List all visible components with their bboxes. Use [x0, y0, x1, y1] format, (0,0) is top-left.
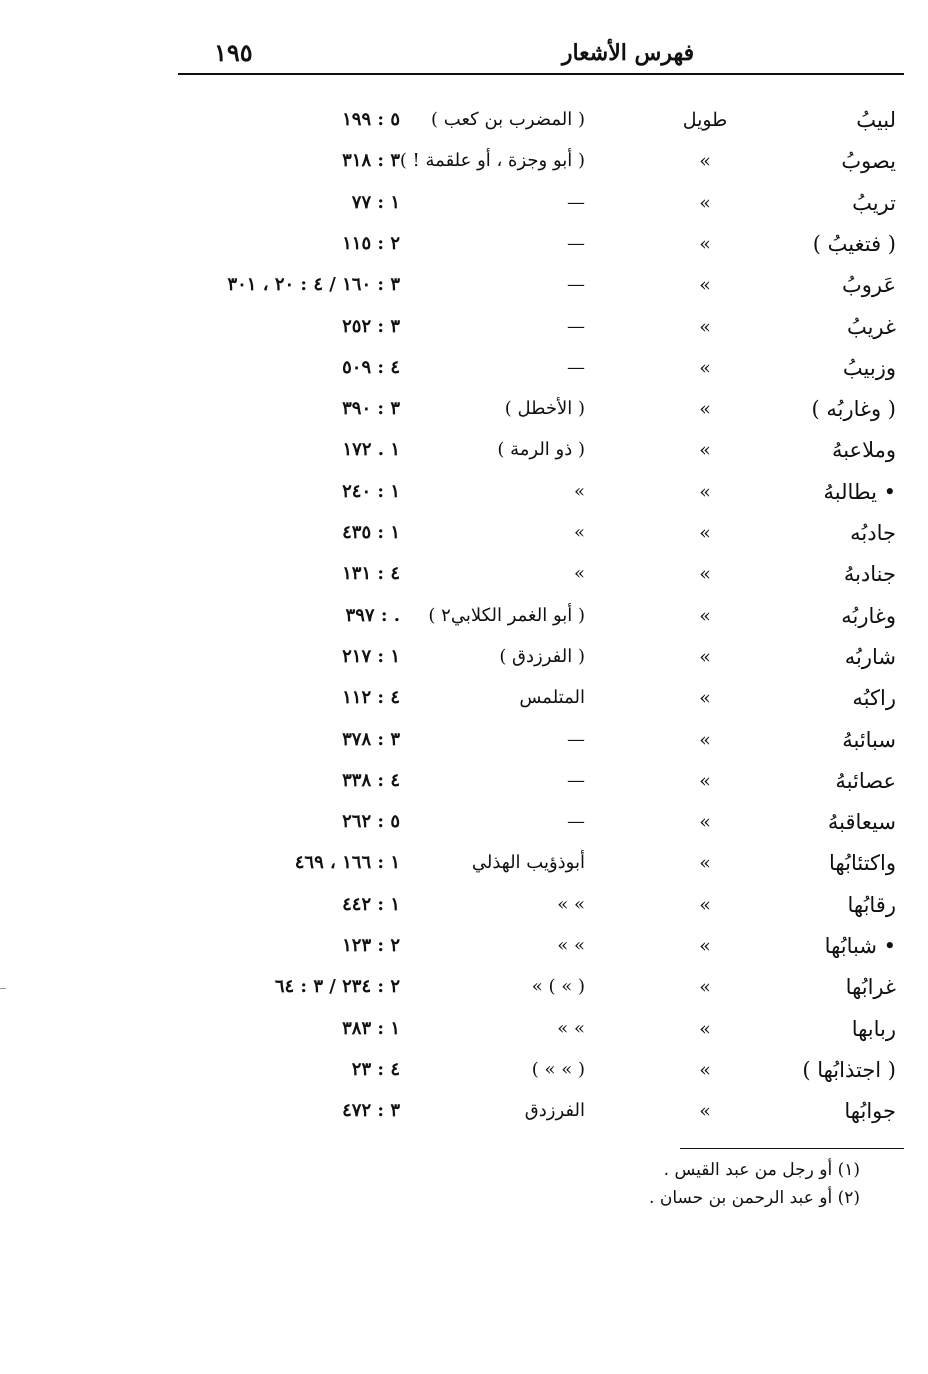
reference: ١ : ٣٨٣ [342, 1018, 400, 1039]
rhyme-word: ( اجتذابُها ) [802, 1058, 896, 1082]
rhyme-word: ربابها [851, 1017, 896, 1041]
poet: — [567, 357, 585, 378]
reference: ٤ : ٢٣ [351, 1059, 400, 1080]
rhyme-word: جنادبهُ [843, 562, 896, 586]
meter: » [699, 976, 711, 998]
table-row [0, 1052, 928, 1088]
table-row [0, 226, 928, 262]
rhyme-word: • يطالبهُ [823, 480, 896, 504]
table-row [0, 267, 928, 303]
table-row [0, 722, 928, 758]
poet: — [567, 729, 585, 750]
table-row [0, 515, 928, 551]
table-row [0, 763, 928, 799]
running-title: فهرس الأشعار [561, 40, 695, 66]
footnote-1: (١) أو رجل من عبد القيس . [663, 1160, 860, 1180]
reference: ٢ : ١١٥ [342, 233, 400, 254]
poet: — [567, 192, 585, 213]
rhyme-word: ( فتغيبُ ) [812, 232, 896, 256]
meter: » [699, 563, 711, 585]
poet: — [567, 274, 585, 295]
rhyme-word: ( وغاربُه ) [811, 397, 896, 421]
meter: » [699, 811, 711, 833]
margin-mark [0, 988, 6, 989]
rhyme-word: غريبُ [846, 315, 896, 339]
meter: » [699, 522, 711, 544]
poet: — [567, 316, 585, 337]
poet: ( ذو الرمة ) [497, 439, 585, 460]
poet: أبوذؤيب الهذلي [471, 852, 585, 873]
table-row [0, 1011, 928, 1047]
table-row [0, 969, 928, 1005]
meter: » [699, 646, 711, 668]
rhyme-word: عَروبُ [841, 273, 896, 297]
poet: ( الفرزدق ) [499, 646, 585, 667]
reference: ٢ : ١٢٣ [342, 935, 400, 956]
reference: ٤ : ٣٣٨ [342, 770, 400, 791]
footnote-rule [680, 1148, 904, 1149]
table-row [0, 804, 928, 840]
table-row [0, 845, 928, 881]
table-row [0, 391, 928, 427]
reference: ٣ : ٤٧٢ [342, 1100, 400, 1121]
reference: ١ : ١٦٦ ، ٤٦٩ [294, 852, 400, 873]
rhyme-word: سبائبهُ [842, 728, 896, 752]
reference: ٣ : ٣٩٠ [342, 398, 400, 419]
table-row [0, 598, 928, 634]
table-row [0, 556, 928, 592]
table-row [0, 350, 928, 386]
meter: » [699, 316, 711, 338]
table-row [0, 102, 928, 138]
poet: الفرزدق [524, 1100, 585, 1121]
reference: ٥ : ١٩٩ [342, 109, 400, 130]
rhyme-word: سيعاقبهُ [827, 810, 896, 834]
table-row [0, 432, 928, 468]
reference: ٤ : ١٣١ [342, 563, 400, 584]
poet: — [567, 770, 585, 791]
rhyme-word: غرابُها [845, 975, 896, 999]
rhyme-word: وزبيبُ [842, 356, 896, 380]
table-row [0, 185, 928, 221]
rhyme-word: لبيبُ [856, 108, 896, 132]
table-row [0, 474, 928, 510]
meter: » [699, 357, 711, 379]
reference: ١ : ٤٤٢ [342, 894, 400, 915]
reference: ٤ : ٥٠٩ [342, 357, 400, 378]
meter: » [699, 1100, 711, 1122]
footnotes [420, 1156, 860, 1212]
reference: ١ : ٧٧ [351, 192, 400, 213]
poet: المتلمس [519, 687, 585, 708]
meter: » [699, 481, 711, 503]
reference: ١ . ١٧٢ [342, 439, 400, 460]
rhyme-word: عصائبهُ [835, 769, 896, 793]
poet: » » [557, 1018, 585, 1039]
reference: ٢ : ٢٣٤ / ٣ : ٦٤ [274, 976, 400, 997]
poet: — [567, 811, 585, 832]
table-row [0, 680, 928, 716]
poet: » [573, 563, 585, 584]
poet: » [573, 522, 585, 543]
reference: ٣ : ١٦٠ / ٤ : ٢٠ ، ٣٠١ [227, 274, 400, 295]
rhyme-word: راكبُه [852, 686, 896, 710]
rhyme-word: وملاعبهُ [831, 438, 896, 462]
meter: » [699, 398, 711, 420]
reference: ١ : ٢٤٠ [342, 481, 400, 502]
reference: ٣ : ٢٥٢ [342, 316, 400, 337]
rhyme-word: يصوبُ [841, 149, 896, 173]
reference: . : ٣٩٧ [345, 605, 400, 626]
poet: » » [557, 894, 585, 915]
rhyme-word: شاربُه [844, 645, 896, 669]
table-row [0, 639, 928, 675]
table-row [0, 143, 928, 179]
meter: » [699, 192, 711, 214]
rhyme-word: • شبابُها [824, 934, 896, 958]
poet: ( أبو وجزة ، أو علقمة ! ) [399, 150, 585, 171]
poet: ( » » ) [531, 1059, 585, 1080]
meter: » [699, 150, 711, 172]
table-row [0, 928, 928, 964]
poet: ( المضرب بن كعب ) [431, 109, 585, 130]
footnote-2: (٢) أو عبد الرحمن بن حسان . [649, 1188, 860, 1208]
meter: » [699, 687, 711, 709]
meter: » [699, 1059, 711, 1081]
meter: » [699, 770, 711, 792]
meter: » [699, 605, 711, 627]
meter: » [699, 274, 711, 296]
poet: ( أبو الغمر الكلابي٢ ) [428, 605, 585, 626]
rhyme-word: تريبُ [852, 191, 896, 215]
reference: ٥ : ٢٦٢ [342, 811, 400, 832]
meter: » [699, 1018, 711, 1040]
table-row [0, 1093, 928, 1129]
meter: » [699, 729, 711, 751]
meter: » [699, 852, 711, 874]
meter: طويل [682, 109, 728, 131]
reference: ٣ : ٣١٨ [342, 150, 400, 171]
table-row [0, 309, 928, 345]
meter: » [699, 894, 711, 916]
reference: ٣ : ٣٧٨ [342, 729, 400, 750]
reference: ٤ : ١١٢ [342, 687, 400, 708]
table-row [0, 887, 928, 923]
rhyme-word: وغاربُه [841, 604, 896, 628]
page-header [178, 38, 904, 74]
reference: ١ : ٢١٧ [342, 646, 400, 667]
page-number: ١٩٥ [214, 38, 253, 67]
rhyme-word: واكتئابُها [829, 851, 896, 875]
poet: » » [557, 935, 585, 956]
reference: ١ : ٤٣٥ [342, 522, 400, 543]
rhyme-word: جادبُه [850, 521, 896, 545]
poet: ( الأخطل ) [504, 398, 585, 419]
rhyme-word: جوابُها [844, 1099, 896, 1123]
meter: » [699, 233, 711, 255]
poet: ( » ) » [531, 976, 585, 997]
poet: — [567, 233, 585, 254]
poet: » [573, 481, 585, 502]
meter: » [699, 935, 711, 957]
meter: » [699, 439, 711, 461]
header-rule [178, 73, 904, 75]
rhyme-word: رقابُها [847, 893, 896, 917]
